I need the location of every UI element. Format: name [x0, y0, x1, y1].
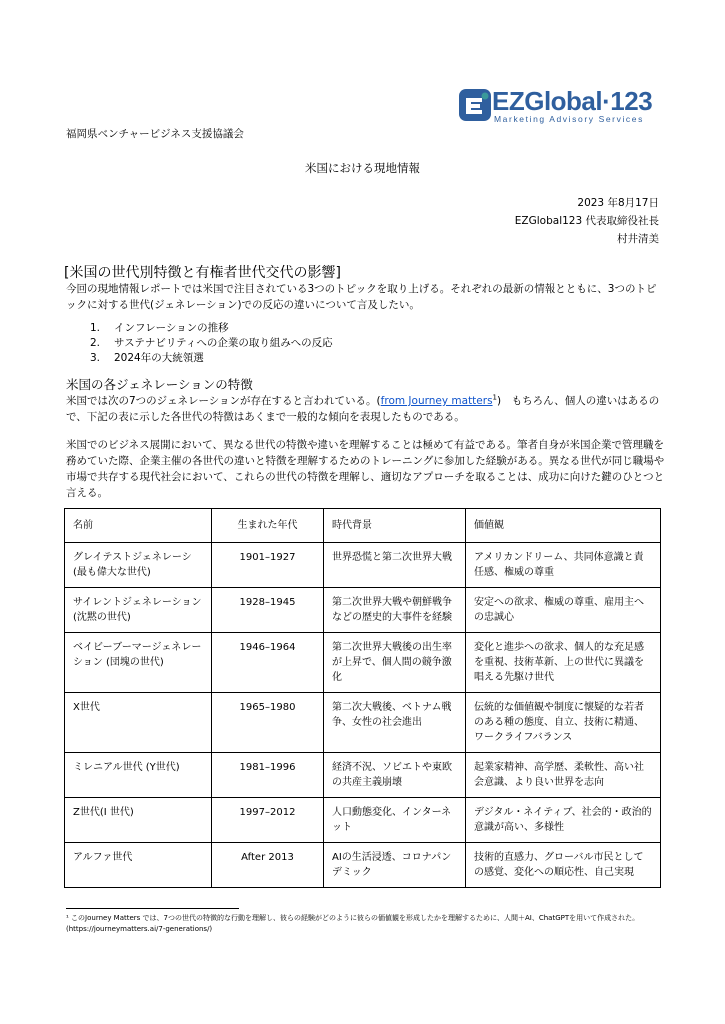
table-cell: サイレントジェネレーション (沈黙の世代) [65, 588, 212, 633]
table-cell: 1946–1964 [212, 633, 324, 693]
table-cell: 1997–2012 [212, 798, 324, 843]
document-title: 米国における現地情報 [305, 161, 420, 175]
table-cell: ミレニアル世代 (Y世代) [65, 753, 212, 798]
table-header-row [65, 509, 661, 543]
footnote-ref: 1 [492, 393, 498, 402]
table-row [65, 543, 661, 588]
table-cell: 人口動態変化、インターネット [324, 798, 466, 843]
table-row [65, 753, 661, 798]
table-cell: 1901–1927 [212, 543, 324, 588]
table-row [65, 693, 661, 753]
generations-paragraph: 米国では次の7つのジェネレーションが存在すると言われている。(from Journey matters$^1$) もちろん、個人の違いはあるので、下記の表に示した各世代の特徴はあくまで一般的な傾向を表現したものである。 [66, 393, 660, 423]
report-date: 2023 年8月17日 [577, 197, 659, 209]
table-cell: 変化と進歩への欲求、個人的な充足感を重視、技術革新、上の世代に異議を唱える先駆け世代 [466, 633, 661, 693]
table-row [65, 633, 661, 693]
list-item: 3. 2024年の大統領選 [90, 352, 204, 364]
table-cell: 世界恐慌と第二次世界大戦 [324, 543, 466, 588]
header-cell: 価値観 [466, 509, 661, 543]
table-cell: 1965–1980 [212, 693, 324, 753]
list-item: 2. サステナビリティへの企業の取り組みへの反応 [90, 337, 333, 349]
author-name: 村井清美 [617, 233, 659, 245]
organization-name: 福岡県ベンチャービジネス支援協議会 [66, 128, 244, 140]
table-cell: グレイテストジェネレーシ (最も偉大な世代) [65, 543, 212, 588]
table-cell: X世代 [65, 693, 212, 753]
header-cell: 名前 [65, 509, 212, 543]
table-cell: 第二次世界大戦や朝鮮戦争などの歴史的大事件を経験 [324, 588, 466, 633]
table-row [65, 588, 661, 633]
table-cell: 第二次世界大戦後の出生率が上昇で、個人間の競争激化 [324, 633, 466, 693]
table-cell: デジタル・ネイティブ、社会的・政治的意識が高い、多様性 [466, 798, 661, 843]
table-cell: 安定への欲求、権威の尊重、雇用主への忠誠心 [466, 588, 661, 633]
author-title: EZGlobal123 代表取締役社長 [514, 215, 659, 227]
table-cell: アメリカンドリーム、共同体意識と責任感、権威の尊重 [466, 543, 661, 588]
table-cell: 1928–1945 [212, 588, 324, 633]
table-cell: 伝統的な価値観や制度に懐疑的な若者のある種の態度、自立、技術に精通、ワークライフバランス [466, 693, 661, 753]
header-cell: 生まれた年代 [212, 509, 324, 543]
table-row [65, 798, 661, 843]
logo-mark-icon [458, 88, 492, 122]
table-cell: Z世代(I 世代) [65, 798, 212, 843]
table-row [65, 843, 661, 888]
section-heading: [米国の世代別特徴と有権者世代交代の影響] [64, 265, 341, 281]
generations-table [64, 508, 661, 888]
table-cell: 第二次大戦後、ベトナム戦争、女性の社会進出 [324, 693, 466, 753]
intro-paragraph: 今回の現地情報レポートでは米国で注目されている3つのトピックを取り上げる。それぞれの最新の情報とともに、3つのトピックに対する世代(ジェネレーション)での反応の違いについて言及したい。 [66, 283, 657, 311]
footnote-divider [66, 908, 239, 909]
table-cell: ベイビーブーマージェネレーション (団塊の世代) [65, 633, 212, 693]
table-cell: アルファ世代 [65, 843, 212, 888]
header-cell: 時代背景 [324, 509, 466, 543]
table-cell: 1981–1996 [212, 753, 324, 798]
business-paragraph: 米国でのビジネス展開において、異なる世代の特徴や違いを理解することは極めて有益である。筆者自身が米国企業で管理職を務めていた際、企業主催の各世代の違いと特徴を理解するためのトレーニングに参加した経験がある。異なる世代が同じ職場や市場で共存する現代社会において、これらの世代の特徴を理解し、適切なアプローチを取ることは、成功に向けた鍵のひとつと言える。 [66, 439, 665, 499]
subsection-heading: 米国の各ジェネレーションの特徴 [66, 377, 253, 392]
table-cell: After 2013 [212, 843, 324, 888]
table-cell: 経済不況、ソビエトや東欧の共産主義崩壊 [324, 753, 466, 798]
logo-tagline: Marketing Advisory Services [494, 114, 644, 124]
footnote-text: ¹ このJourney Matters では、7つの世代の特徴的な行動を理解し、彼らの経験がどのように彼らの価値観を形成したかを理解するために、人間＋AI、ChatGPTを用いて作成された。(https://journeymatters.ai/7-generations/) [66, 914, 640, 933]
topic-list [90, 321, 333, 366]
table-cell: 技術的直感力、グローバル市民としての感覚、変化への順応性、自己実現 [466, 843, 661, 888]
table-cell: AIの生活浸透、コロナパンデミック [324, 843, 466, 888]
logo-wordmark: EZGlobal·123 [492, 86, 653, 116]
table-cell: 起業家精神、高学歴、柔軟性、高い社会意識、より良い世界を志向 [466, 753, 661, 798]
journey-matters-link[interactable]: from Journey matters [380, 395, 493, 407]
company-logo [458, 86, 663, 126]
list-item: 1. インフレーションの推移 [90, 322, 229, 334]
